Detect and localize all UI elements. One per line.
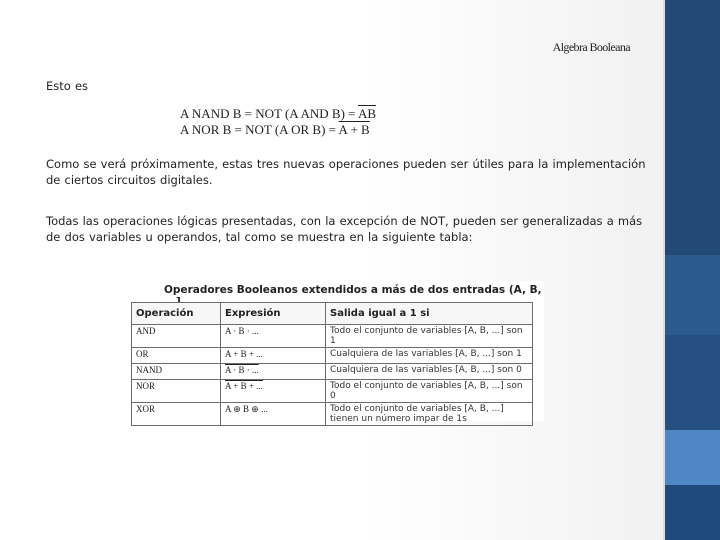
paragraph-1: Como se verá próximamente, estas tres nuevas operaciones pueden ser útiles para la implementación de ciertos circuitos digitales.	[46, 157, 646, 187]
table-row	[132, 325, 533, 348]
cell-output: Cualquiera de las variables [A, B, ...] son 0	[326, 364, 533, 380]
sidebar-block-3	[665, 335, 720, 430]
cell-operation: OR	[132, 348, 221, 364]
cell-operation: NOR	[132, 380, 221, 403]
nand-formula-right: $\overline{AB}$	[358, 106, 377, 121]
nand-formula-left: A NAND B = NOT (A AND B) =	[180, 106, 359, 121]
table-caption: Operadores Booleanos extendidos a más de dos entradas (A, B,	[164, 284, 542, 296]
sidebar-block-accent	[665, 430, 720, 485]
boolean-operators-table-image	[124, 281, 544, 424]
cell-expression: A · B · ...	[221, 325, 326, 348]
cell-output: Todo el conjunto de variables [A, B, ...] son 0	[326, 380, 533, 403]
paragraph-2: Todas las operaciones lógicas presentadas, con la excepción de NOT, pueden ser generalizadas a más de dos variables u operandos, tal como se muestra en la siguiente tabla:	[46, 214, 643, 244]
sidebar-block-1	[665, 0, 720, 255]
cell-expression: A · B · ...	[221, 364, 326, 380]
nor-formula-left: A NOR B = NOT (A OR B) =	[180, 122, 339, 137]
cell-expression: A + B + ...	[221, 380, 326, 403]
cell-operation: NAND	[132, 364, 221, 380]
cell-operation: XOR	[132, 403, 221, 426]
cell-expression: A + B + ...	[221, 348, 326, 364]
header-operation: Operación	[132, 303, 221, 325]
boolean-operators-table	[131, 302, 533, 426]
nor-formula-right: A + B	[338, 122, 370, 137]
table-row	[132, 348, 533, 364]
cell-output: Todo el conjunto de variables [A, B, ...] tienen un número impar de 1s	[326, 403, 533, 426]
sidebar-block-2	[665, 255, 720, 335]
cell-output: Todo el conjunto de variables [A, B, ...] son 1	[326, 325, 533, 348]
cell-operation: AND	[132, 325, 221, 348]
header-output: Salida igual a 1 si	[326, 303, 533, 325]
slide-title: Algebra Booleana	[552, 40, 630, 54]
table-row	[132, 403, 533, 426]
cell-expression: A ⊕ B ⊕ ...	[221, 403, 326, 426]
nor-formula	[180, 122, 376, 138]
formula-block	[180, 106, 376, 138]
cell-output: Cualquiera de las variables [A, B, ...] son 1	[326, 348, 533, 364]
header-expression: Expresión	[221, 303, 326, 325]
table-header-row	[132, 303, 533, 325]
table-row	[132, 364, 533, 380]
intro-text: Esto es	[46, 79, 89, 93]
table-row	[132, 380, 533, 403]
sidebar-block-5	[665, 485, 720, 540]
nand-formula	[180, 106, 376, 122]
